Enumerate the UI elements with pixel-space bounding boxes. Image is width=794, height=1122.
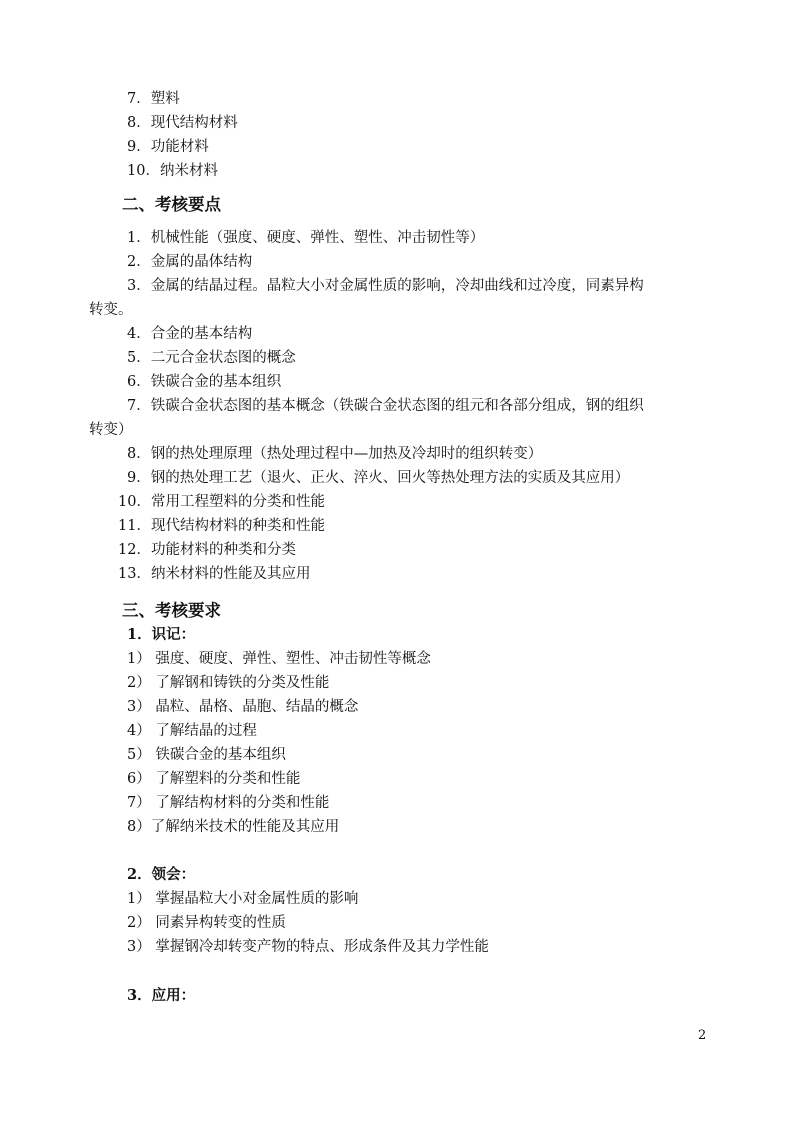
list-item: 4） 了解结晶的过程 [127, 723, 257, 739]
section-title: 二、考核要点 [122, 195, 221, 214]
list-item: 10．常用工程塑料的分类和性能 [118, 494, 325, 510]
list-item: 5．二元合金状态图的概念 [127, 350, 296, 366]
list-item: 11．现代结构材料的种类和性能 [118, 518, 325, 534]
list-item: 7．铁碳合金状态图的基本概念（铁碳合金状态图的组元和各部分组成，钢的组织 [127, 398, 644, 414]
list-item: 9．钢的热处理工艺（退火、正火、淬火、回火等热处理方法的实质及其应用） [127, 470, 630, 486]
list-item: 2．金属的晶体结构 [127, 254, 253, 270]
list-item: 5） 铁碳合金的基本组织 [127, 747, 286, 763]
list-item: 1） 强度、硬度、弹性、塑性、冲击韧性等概念 [127, 651, 431, 667]
list-item: 2） 了解钢和铸铁的分类及性能 [127, 675, 330, 691]
list-item: 7．塑料 [127, 91, 180, 107]
list-item: 9．功能材料 [127, 139, 209, 155]
section-title: 三、考核要求 [122, 601, 221, 620]
list-item: 12．功能材料的种类和分类 [118, 542, 296, 558]
list-item: 1．机械性能（强度、硬度、弹性、塑性、冲击韧性等） [127, 230, 485, 246]
list-item: 6） 了解塑料的分类和性能 [127, 771, 301, 787]
list-item: 3．金属的结晶过程。晶粒大小对金属性质的影响，冷却曲线和过冷度，同素异构 [127, 278, 644, 294]
subsection-title: 1．识记： [127, 626, 196, 643]
list-item: 1） 掌握晶粒大小对金属性质的影响 [127, 891, 359, 907]
list-item: 4．合金的基本结构 [127, 326, 253, 342]
list-item: 8）了解纳米技术的性能及其应用 [127, 819, 340, 835]
list-item: 3） 掌握钢冷却转变产物的特点、形成条件及其力学性能 [127, 939, 489, 955]
list-item: 8．钢的热处理原理（热处理过程中—加热及冷却时的组织转变） [127, 446, 543, 462]
list-item-continuation: 转变） [89, 422, 133, 438]
list-item: 2） 同素异构转变的性质 [127, 915, 286, 931]
subsection-title: 2．领会： [127, 866, 196, 883]
list-item-continuation: 转变。 [89, 302, 133, 318]
subsection-title: 3．应用： [127, 987, 196, 1004]
list-item: 3） 晶粒、晶格、晶胞、结晶的概念 [127, 699, 359, 715]
list-item: 7） 了解结构材料的分类和性能 [127, 795, 330, 811]
list-item: 10．纳米材料 [127, 163, 218, 179]
list-item: 6．铁碳合金的基本组织 [127, 374, 282, 390]
page-number: 2 [698, 1028, 707, 1043]
list-item: 13．纳米材料的性能及其应用 [118, 566, 311, 582]
list-item: 8．现代结构材料 [127, 115, 238, 131]
